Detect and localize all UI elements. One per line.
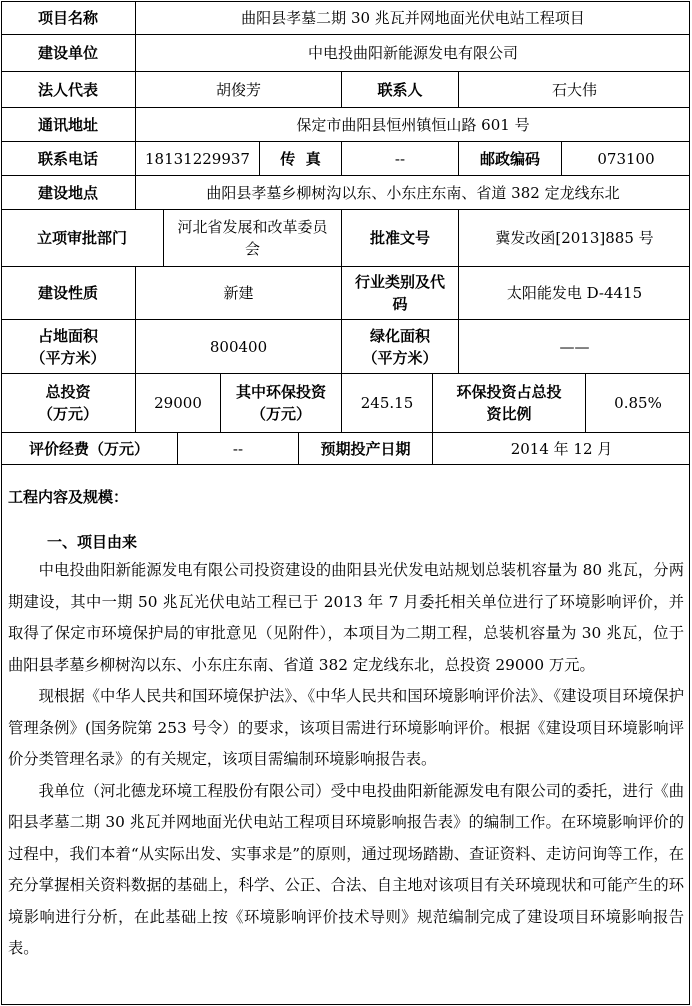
approval-dept-label: 立项审批部门 (36, 229, 127, 247)
row-site (1, 176, 690, 210)
eval-fee-value: -- (177, 433, 298, 464)
row-nature (1, 267, 690, 320)
sub-title: 一、项目由来 (47, 533, 138, 551)
paragraph-2: 现根据《中华人民共和国环境保护法》、《中华人民共和国环境影响评价法》、《建设项目环境保护管理条例》(国务院第 253 号令）的要求，该项目需进行环境影响评价。根据《建设项目环境影响评价分类管理名录》的有关规定，该项目需编制环境影响报告表。 (8, 687, 684, 768)
fax-value: -- (341, 142, 458, 175)
site-value: 曲阳县孝墓乡柳树沟以东、小东庄东南、省道 382 定龙线东北 (135, 176, 690, 209)
prod-date-label: 预期投产日期 (298, 433, 432, 464)
contact-label: 联系人 (341, 72, 458, 107)
postcode-label: 邮政编码 (458, 142, 561, 175)
paragraph-1: 中电投曲阳新能源发电有限公司投资建设的曲阳县光伏发电站规划总装机容量为 80 兆瓦，分两期建设，其中一期 50 兆瓦光伏电站工程已于 2013 年 7 月委托相关单位进行了环境影响评价，并取得了保定市环境保护局的审批意见（见附件），本项目为二期工程，总装机容量为 30 兆瓦，位于曲阳县孝墓乡柳树沟以东、小东庄东南、省道 382 定龙线东北，总投资 29000 万元。 (8, 561, 684, 674)
area-value: 800400 (135, 320, 341, 373)
env-invest-value: 245.15 (341, 374, 432, 432)
green-label: 绿化面积（平方米） (341, 320, 458, 373)
row-phone (1, 142, 690, 176)
row-builder (1, 35, 690, 72)
builder-label: 建设单位 (37, 44, 98, 62)
address-value: 保定市曲阳县恒州镇恒山路 601 号 (135, 108, 690, 141)
postcode-value: 073100 (561, 142, 690, 175)
ratio-value: 0.85% (585, 374, 690, 432)
env-invest-label: 其中环保投资（万元） (220, 374, 341, 432)
legal-rep-label: 法人代表 (37, 80, 98, 99)
project-name-value: 曲阳县孝墓二期 30 兆瓦并网地面光伏电站工程项目 (135, 1, 690, 34)
phone-label: 联系电话 (37, 149, 98, 168)
green-value: —— (458, 320, 690, 373)
row-invest (1, 374, 690, 433)
legal-rep-value: 胡俊芳 (135, 72, 341, 107)
industry-label: 行业类别及代码 (341, 267, 458, 319)
project-name-label: 项目名称 (37, 8, 98, 27)
section-title: 工程内容及规模： (8, 488, 129, 506)
invest-value: 29000 (135, 374, 220, 432)
content-body (8, 555, 684, 965)
paragraph-3: 我单位（河北德龙环境工程股份有限公司）受中电投曲阳新能源发电有限公司的委托，进行《曲阳县孝墓二期 30 兆瓦并网地面光伏电站工程项目环境影响报告表》的编制工作。在环境影响评价的过程中，我们本着“从实际出发、实事求是”的原则，通过现场踏勘、查证资料、走访问询等工作，在充分掌握相关资料数据的基础上，科学、公正、合法、自主地对该项目有关环境现状和可能产生的环境影响进行分析，在此基础上按《环境影响评价技术导则》规范编制完成了建设项目环境影响报告表。 (8, 781, 684, 957)
phone-value: 18131229937 (135, 142, 259, 175)
approval-dept-value: 河北省发展和改革委员会 (163, 210, 341, 266)
row-project-name (1, 1, 690, 35)
row-approval (1, 210, 690, 267)
area-label: 占地面积（平方米） (30, 326, 106, 367)
eval-fee-label: 评价经费（万元） (28, 439, 149, 458)
prod-date-value: 2014 年 12 月 (432, 433, 690, 464)
site-label: 建设地点 (37, 183, 98, 202)
approval-no-value: 冀发改函[2013]885 号 (458, 210, 690, 266)
row-address (1, 108, 690, 142)
builder-value: 中电投曲阳新能源发电有限公司 (135, 35, 690, 71)
fax-label: 传 真 (259, 142, 341, 175)
industry-value: 太阳能发电 D-4415 (458, 267, 690, 319)
row-eval-fee (1, 433, 690, 465)
approval-no-label: 批准文号 (341, 210, 458, 266)
invest-label: 总投资（万元） (37, 383, 98, 423)
contact-value: 石大伟 (458, 72, 690, 107)
nature-value: 新建 (135, 267, 341, 319)
nature-label: 建设性质 (37, 284, 98, 302)
row-area (1, 320, 690, 374)
address-label: 通讯地址 (37, 115, 98, 134)
ratio-label: 环保投资占总投资比例 (432, 374, 585, 432)
row-legal-rep (1, 72, 690, 108)
